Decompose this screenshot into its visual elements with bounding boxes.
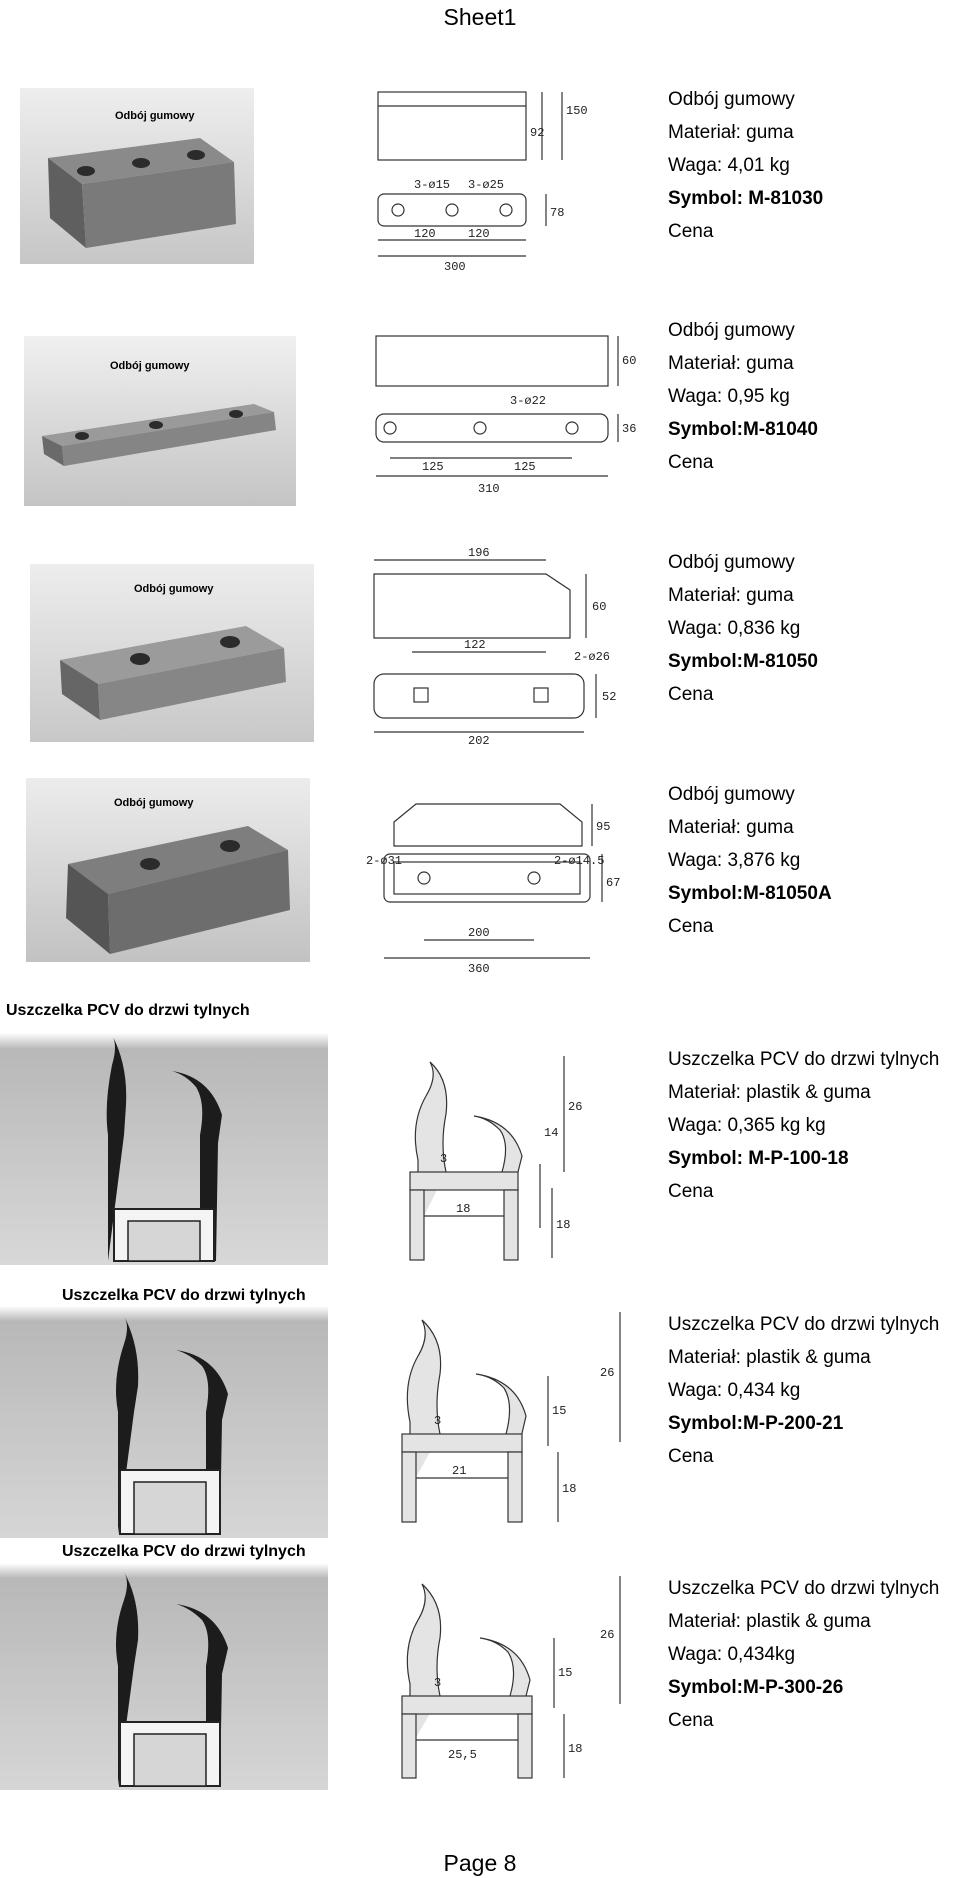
product-name: Odbój gumowy <box>668 320 795 341</box>
photo-label: Odbój gumowy <box>114 797 194 809</box>
dim-width: 78 <box>550 206 565 220</box>
product-weight: Waga: 4,01 kg <box>668 155 790 176</box>
dim-height: 60 <box>622 354 637 368</box>
product-name: Uszczelka PCV do drzwi tylnych <box>668 1314 940 1335</box>
product-material: Materiał: guma <box>668 122 794 143</box>
technical-drawing-m81050a <box>360 790 628 976</box>
product-spec-m81050a <box>668 778 960 943</box>
dim-width: 52 <box>602 690 617 704</box>
dim-total-height: 26 <box>600 1628 615 1642</box>
dim-thickness: 3 <box>434 1676 442 1690</box>
product-photo-m81050a <box>26 778 310 962</box>
dim-thickness: 3 <box>440 1152 448 1166</box>
product-spec-mp20021 <box>668 1308 960 1473</box>
dim-base-height: 18 <box>556 1218 571 1232</box>
product-price: Cena <box>668 916 714 937</box>
page-number: Page 8 <box>443 1850 517 1876</box>
product-price: Cena <box>668 1446 714 1467</box>
dim-hole-large: 2-ø31 <box>366 854 403 868</box>
dim-lip-height: 14 <box>544 1126 559 1140</box>
product-name: Odbój gumowy <box>668 552 795 573</box>
product-material: Materiał: plastik & guma <box>668 1082 871 1103</box>
dim-length: 310 <box>478 482 500 496</box>
product-price: Cena <box>668 452 714 473</box>
product-weight: Waga: 0,434 kg <box>668 1380 801 1401</box>
technical-drawing-mp10018 <box>388 1040 628 1272</box>
dim-length: 360 <box>468 962 490 976</box>
dim-height-1: 92 <box>530 126 545 140</box>
product-weight: Waga: 0,365 kg kg <box>668 1115 826 1136</box>
product-material: Materiał: guma <box>668 585 794 606</box>
photo-label: Uszczelka PCV do drzwi tylnych <box>62 1543 306 1560</box>
dim-top: 196 <box>468 546 490 560</box>
sheet-title: Sheet1 <box>443 4 517 30</box>
product-spec-mp30026 <box>668 1572 960 1737</box>
dim-hole-small: 2-ø14.5 <box>554 854 605 868</box>
dim-width: 36 <box>622 422 637 436</box>
product-name: Odbój gumowy <box>668 89 795 110</box>
dim-hole-large: 3-ø25 <box>468 178 505 192</box>
dim-total-height: 26 <box>600 1366 615 1380</box>
dim-spacing-b: 120 <box>468 227 490 241</box>
product-photo-m81030 <box>20 88 254 264</box>
product-material: Materiał: plastik & guma <box>668 1611 871 1632</box>
product-photo-mp20021 <box>0 1280 328 1538</box>
dim-width: 67 <box>606 876 621 890</box>
dim-hole: 3-ø22 <box>510 394 547 408</box>
technical-drawing-m81050 <box>340 544 638 744</box>
product-weight: Waga: 3,876 kg <box>668 850 801 871</box>
dim-length: 202 <box>468 734 490 744</box>
dim-total-height: 26 <box>568 1100 583 1114</box>
product-photo-mp30026 <box>0 1538 328 1790</box>
dim-base-height: 18 <box>568 1742 583 1756</box>
product-photo-mp10018 <box>0 995 328 1265</box>
product-material: Materiał: guma <box>668 817 794 838</box>
photo-label: Odbój gumowy <box>110 360 190 372</box>
product-symbol: Symbol:M-81040 <box>668 419 818 440</box>
technical-drawing-m81040 <box>350 318 640 498</box>
product-symbol: Symbol: M-81030 <box>668 188 824 209</box>
product-photo-m81050 <box>30 564 314 742</box>
product-spec-m81040 <box>668 314 960 479</box>
product-weight: Waga: 0,434kg <box>668 1644 796 1665</box>
dim-hole-small: 3-ø15 <box>414 178 451 192</box>
dim-mid: 122 <box>464 638 486 652</box>
product-name: Odbój gumowy <box>668 784 795 805</box>
product-price: Cena <box>668 221 714 242</box>
photo-label: Uszczelka PCV do drzwi tylnych <box>6 1002 250 1019</box>
product-symbol: Symbol:M-81050A <box>668 883 832 904</box>
product-spec-m81050 <box>668 546 960 711</box>
product-photo-m81040 <box>24 336 296 506</box>
product-spec-m81030 <box>668 83 960 248</box>
dim-height: 60 <box>592 600 607 614</box>
dim-spacing-b: 125 <box>514 460 536 474</box>
dim-inner-width: 18 <box>456 1202 471 1216</box>
dim-thickness: 3 <box>434 1414 442 1428</box>
dim-height: 95 <box>596 820 611 834</box>
dim-lip-height: 15 <box>552 1404 567 1418</box>
product-weight: Waga: 0,836 kg <box>668 618 801 639</box>
product-name: Uszczelka PCV do drzwi tylnych <box>668 1578 940 1599</box>
dim-spacing-a: 125 <box>422 460 444 474</box>
product-symbol: Symbol:M-P-200-21 <box>668 1413 844 1434</box>
product-name: Uszczelka PCV do drzwi tylnych <box>668 1049 940 1070</box>
dim-hole: 2-ø26 <box>574 650 611 664</box>
product-price: Cena <box>668 684 714 705</box>
photo-label: Odbój gumowy <box>134 583 214 595</box>
product-weight: Waga: 0,95 kg <box>668 386 790 407</box>
product-symbol: Symbol: M-P-100-18 <box>668 1148 849 1169</box>
dim-inner-width: 25,5 <box>448 1748 477 1762</box>
dim-height-2: 150 <box>566 104 588 118</box>
technical-drawing-mp20021 <box>388 1302 628 1534</box>
dim-lip-height: 15 <box>558 1666 573 1680</box>
dim-spacing-a: 120 <box>414 227 436 241</box>
dim-inner-width: 21 <box>452 1464 467 1478</box>
dim-spacing: 200 <box>468 926 490 940</box>
photo-label: Odbój gumowy <box>115 110 195 122</box>
product-material: Materiał: guma <box>668 353 794 374</box>
technical-drawing-m81030 <box>330 84 590 274</box>
product-symbol: Symbol:M-81050 <box>668 651 818 672</box>
technical-drawing-mp30026 <box>388 1568 628 1790</box>
dim-base-height: 18 <box>562 1482 577 1496</box>
product-symbol: Symbol:M-P-300-26 <box>668 1677 844 1698</box>
photo-label: Uszczelka PCV do drzwi tylnych <box>62 1287 306 1304</box>
product-price: Cena <box>668 1181 714 1202</box>
product-spec-mp10018 <box>668 1043 960 1208</box>
product-price: Cena <box>668 1710 714 1731</box>
product-material: Materiał: plastik & guma <box>668 1347 871 1368</box>
dim-length: 300 <box>444 260 466 274</box>
